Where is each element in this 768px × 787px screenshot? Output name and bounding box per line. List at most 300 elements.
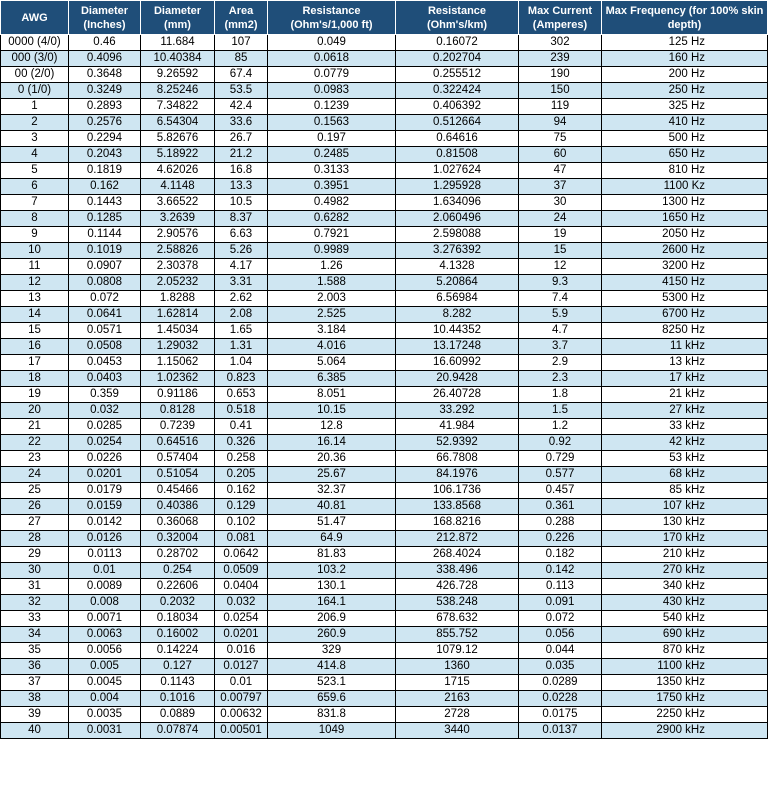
resistance-ft-cell: 51.47 [268,515,396,531]
resistance-ft-cell: 260.9 [268,627,396,643]
diameter-inches-cell: 0.004 [69,691,141,707]
max-frequency-cell: 170 kHz [602,531,768,547]
diameter-inches-cell: 0.0254 [69,435,141,451]
resistance-km-cell: 0.322424 [396,83,519,99]
resistance-km-cell: 1.027624 [396,163,519,179]
max-frequency-cell: 1300 Hz [602,195,768,211]
diameter-mm-cell: 2.90576 [141,227,215,243]
table-row [1,307,768,323]
diameter-inches-cell: 0.0808 [69,275,141,291]
resistance-km-cell: 678.632 [396,611,519,627]
resistance-km-cell: 20.9428 [396,371,519,387]
diameter-mm-cell: 1.02362 [141,371,215,387]
diameter-inches-cell: 0.0508 [69,339,141,355]
area-cell: 8.37 [215,211,268,227]
area-cell: 0.326 [215,435,268,451]
table-row [1,179,768,195]
table-row [1,35,768,51]
table-row [1,675,768,691]
area-cell: 0.0127 [215,659,268,675]
area-cell: 2.08 [215,307,268,323]
area-cell: 0.258 [215,451,268,467]
area-cell: 0.0642 [215,547,268,563]
diameter-inches-cell: 0.0056 [69,643,141,659]
header-resistance-ft: Resistance (Ohm's/1,000 ft) [268,1,396,35]
max-current-cell: 12 [519,259,602,275]
diameter-mm-cell: 0.28702 [141,547,215,563]
resistance-km-cell: 133.8568 [396,499,519,515]
max-current-cell: 37 [519,179,602,195]
diameter-mm-cell: 0.14224 [141,643,215,659]
max-current-cell: 0.577 [519,467,602,483]
max-current-cell: 302 [519,35,602,51]
resistance-km-cell: 1079.12 [396,643,519,659]
diameter-mm-cell: 0.0889 [141,707,215,723]
resistance-km-cell: 8.282 [396,307,519,323]
max-current-cell: 150 [519,83,602,99]
diameter-inches-cell: 0.0126 [69,531,141,547]
max-frequency-cell: 430 kHz [602,595,768,611]
table-row [1,579,768,595]
max-frequency-cell: 810 Hz [602,163,768,179]
resistance-km-cell: 52.9392 [396,435,519,451]
awg-cell: 35 [1,643,69,659]
diameter-mm-cell: 10.40384 [141,51,215,67]
diameter-mm-cell: 0.7239 [141,419,215,435]
max-frequency-cell: 130 kHz [602,515,768,531]
resistance-km-cell: 538.248 [396,595,519,611]
max-current-cell: 0.113 [519,579,602,595]
resistance-km-cell: 26.40728 [396,387,519,403]
diameter-inches-cell: 0.0159 [69,499,141,515]
awg-cell: 000 (3/0) [1,51,69,67]
table-row [1,323,768,339]
table-header-row [1,1,768,35]
table-row [1,563,768,579]
header-awg: AWG [1,1,69,35]
resistance-km-cell: 0.81508 [396,147,519,163]
awg-cell: 14 [1,307,69,323]
awg-cell: 16 [1,339,69,355]
max-current-cell: 0.457 [519,483,602,499]
resistance-km-cell: 168.8216 [396,515,519,531]
awg-cell: 6 [1,179,69,195]
area-cell: 1.04 [215,355,268,371]
diameter-mm-cell: 0.51054 [141,467,215,483]
table-row [1,67,768,83]
resistance-ft-cell: 0.0779 [268,67,396,83]
diameter-mm-cell: 0.22606 [141,579,215,595]
max-current-cell: 0.0137 [519,723,602,739]
table-row [1,707,768,723]
diameter-inches-cell: 0.0071 [69,611,141,627]
area-cell: 26.7 [215,131,268,147]
max-current-cell: 19 [519,227,602,243]
resistance-ft-cell: 329 [268,643,396,659]
max-frequency-cell: 690 kHz [602,627,768,643]
diameter-mm-cell: 5.82676 [141,131,215,147]
area-cell: 53.5 [215,83,268,99]
awg-cell: 37 [1,675,69,691]
resistance-km-cell: 1360 [396,659,519,675]
diameter-mm-cell: 0.127 [141,659,215,675]
max-frequency-cell: 125 Hz [602,35,768,51]
diameter-inches-cell: 0.0089 [69,579,141,595]
max-current-cell: 5.9 [519,307,602,323]
resistance-km-cell: 0.255512 [396,67,519,83]
max-frequency-cell: 870 kHz [602,643,768,659]
resistance-km-cell: 66.7808 [396,451,519,467]
resistance-ft-cell: 659.6 [268,691,396,707]
resistance-ft-cell: 0.2485 [268,147,396,163]
max-current-cell: 1.5 [519,403,602,419]
table-row [1,227,768,243]
diameter-inches-cell: 0.46 [69,35,141,51]
table-row [1,611,768,627]
table-row [1,211,768,227]
diameter-inches-cell: 0.3648 [69,67,141,83]
table-row [1,131,768,147]
max-frequency-cell: 2900 kHz [602,723,768,739]
resistance-km-cell: 0.16072 [396,35,519,51]
table-row [1,163,768,179]
area-cell: 0.0509 [215,563,268,579]
max-current-cell: 30 [519,195,602,211]
diameter-mm-cell: 1.29032 [141,339,215,355]
area-cell: 10.5 [215,195,268,211]
max-current-cell: 3.7 [519,339,602,355]
awg-cell: 3 [1,131,69,147]
header-max-current: Max Current (Amperes) [519,1,602,35]
max-current-cell: 1.8 [519,387,602,403]
max-frequency-cell: 17 kHz [602,371,768,387]
table-row [1,499,768,515]
diameter-inches-cell: 0.2576 [69,115,141,131]
resistance-km-cell: 3.276392 [396,243,519,259]
area-cell: 1.31 [215,339,268,355]
resistance-km-cell: 41.984 [396,419,519,435]
area-cell: 0.102 [215,515,268,531]
resistance-km-cell: 84.1976 [396,467,519,483]
table-row [1,547,768,563]
resistance-ft-cell: 0.197 [268,131,396,147]
diameter-mm-cell: 0.18034 [141,611,215,627]
max-current-cell: 0.142 [519,563,602,579]
diameter-inches-cell: 0.1819 [69,163,141,179]
resistance-ft-cell: 10.15 [268,403,396,419]
area-cell: 42.4 [215,99,268,115]
max-current-cell: 47 [519,163,602,179]
area-cell: 0.00797 [215,691,268,707]
table-row [1,451,768,467]
awg-cell: 7 [1,195,69,211]
area-cell: 0.41 [215,419,268,435]
resistance-km-cell: 338.496 [396,563,519,579]
table-row [1,387,768,403]
diameter-inches-cell: 0.0641 [69,307,141,323]
diameter-inches-cell: 0.2043 [69,147,141,163]
max-frequency-cell: 200 Hz [602,67,768,83]
max-current-cell: 94 [519,115,602,131]
area-cell: 21.2 [215,147,268,163]
table-body [1,35,768,739]
table-row [1,643,768,659]
max-frequency-cell: 270 kHz [602,563,768,579]
table-row [1,115,768,131]
max-current-cell: 15 [519,243,602,259]
max-current-cell: 9.3 [519,275,602,291]
diameter-inches-cell: 0.0571 [69,323,141,339]
max-current-cell: 0.729 [519,451,602,467]
diameter-mm-cell: 6.54304 [141,115,215,131]
max-frequency-cell: 210 kHz [602,547,768,563]
awg-cell: 39 [1,707,69,723]
table-row [1,483,768,499]
resistance-km-cell: 1.295928 [396,179,519,195]
table-row [1,291,768,307]
diameter-mm-cell: 1.62814 [141,307,215,323]
max-frequency-cell: 1100 Kz [602,179,768,195]
area-cell: 0.823 [215,371,268,387]
diameter-inches-cell: 0.1144 [69,227,141,243]
diameter-inches-cell: 0.0179 [69,483,141,499]
resistance-ft-cell: 831.8 [268,707,396,723]
max-current-cell: 0.0289 [519,675,602,691]
max-current-cell: 1.2 [519,419,602,435]
table-row [1,627,768,643]
area-cell: 2.62 [215,291,268,307]
awg-cell: 17 [1,355,69,371]
resistance-km-cell: 6.56984 [396,291,519,307]
diameter-inches-cell: 0.0403 [69,371,141,387]
header-diameter-mm: Diameter (mm) [141,1,215,35]
awg-cell: 31 [1,579,69,595]
awg-cell: 18 [1,371,69,387]
awg-cell: 00 (2/0) [1,67,69,83]
max-frequency-cell: 42 kHz [602,435,768,451]
max-current-cell: 0.035 [519,659,602,675]
diameter-mm-cell: 0.16002 [141,627,215,643]
diameter-inches-cell: 0.2893 [69,99,141,115]
table-row [1,243,768,259]
resistance-km-cell: 0.512664 [396,115,519,131]
header-area: Area (mm2) [215,1,268,35]
table-row [1,195,768,211]
diameter-inches-cell: 0.2294 [69,131,141,147]
max-current-cell: 0.056 [519,627,602,643]
max-current-cell: 0.044 [519,643,602,659]
max-frequency-cell: 85 kHz [602,483,768,499]
resistance-ft-cell: 0.3951 [268,179,396,195]
awg-cell: 23 [1,451,69,467]
max-current-cell: 2.3 [519,371,602,387]
awg-cell: 29 [1,547,69,563]
diameter-mm-cell: 0.254 [141,563,215,579]
diameter-mm-cell: 0.2032 [141,595,215,611]
table-row [1,275,768,291]
awg-cell: 9 [1,227,69,243]
resistance-ft-cell: 4.016 [268,339,396,355]
diameter-inches-cell: 0.072 [69,291,141,307]
resistance-km-cell: 106.1736 [396,483,519,499]
diameter-mm-cell: 0.07874 [141,723,215,739]
resistance-km-cell: 33.292 [396,403,519,419]
resistance-ft-cell: 81.83 [268,547,396,563]
resistance-ft-cell: 25.67 [268,467,396,483]
resistance-km-cell: 10.44352 [396,323,519,339]
awg-cell: 22 [1,435,69,451]
diameter-inches-cell: 0.005 [69,659,141,675]
awg-cell: 33 [1,611,69,627]
resistance-ft-cell: 64.9 [268,531,396,547]
diameter-mm-cell: 0.36068 [141,515,215,531]
diameter-mm-cell: 0.1143 [141,675,215,691]
resistance-km-cell: 0.64616 [396,131,519,147]
table-row [1,403,768,419]
max-frequency-cell: 1650 Hz [602,211,768,227]
resistance-km-cell: 2.060496 [396,211,519,227]
area-cell: 3.31 [215,275,268,291]
resistance-ft-cell: 164.1 [268,595,396,611]
resistance-km-cell: 0.406392 [396,99,519,115]
diameter-inches-cell: 0.0201 [69,467,141,483]
max-frequency-cell: 500 Hz [602,131,768,147]
awg-cell: 40 [1,723,69,739]
max-frequency-cell: 1350 kHz [602,675,768,691]
resistance-ft-cell: 0.4982 [268,195,396,211]
resistance-ft-cell: 0.1563 [268,115,396,131]
max-frequency-cell: 27 kHz [602,403,768,419]
resistance-km-cell: 2.598088 [396,227,519,243]
resistance-ft-cell: 20.36 [268,451,396,467]
max-current-cell: 0.091 [519,595,602,611]
max-current-cell: 7.4 [519,291,602,307]
max-frequency-cell: 325 Hz [602,99,768,115]
max-frequency-cell: 33 kHz [602,419,768,435]
diameter-mm-cell: 0.91186 [141,387,215,403]
resistance-ft-cell: 0.9989 [268,243,396,259]
resistance-ft-cell: 0.7921 [268,227,396,243]
diameter-mm-cell: 9.26592 [141,67,215,83]
max-frequency-cell: 3200 Hz [602,259,768,275]
diameter-inches-cell: 0.4096 [69,51,141,67]
resistance-km-cell: 1715 [396,675,519,691]
awg-cell: 36 [1,659,69,675]
max-current-cell: 0.072 [519,611,602,627]
awg-cell: 25 [1,483,69,499]
awg-cell: 13 [1,291,69,307]
max-current-cell: 0.0175 [519,707,602,723]
diameter-inches-cell: 0.0285 [69,419,141,435]
max-frequency-cell: 11 kHz [602,339,768,355]
resistance-ft-cell: 0.0618 [268,51,396,67]
max-frequency-cell: 68 kHz [602,467,768,483]
diameter-inches-cell: 0.1285 [69,211,141,227]
table-row [1,691,768,707]
awg-cell: 8 [1,211,69,227]
area-cell: 0.01 [215,675,268,691]
max-current-cell: 190 [519,67,602,83]
diameter-mm-cell: 3.2639 [141,211,215,227]
resistance-ft-cell: 1049 [268,723,396,739]
diameter-inches-cell: 0.0453 [69,355,141,371]
resistance-ft-cell: 2.525 [268,307,396,323]
area-cell: 0.129 [215,499,268,515]
awg-cell: 38 [1,691,69,707]
diameter-inches-cell: 0.0031 [69,723,141,739]
resistance-km-cell: 5.20864 [396,275,519,291]
area-cell: 0.081 [215,531,268,547]
resistance-km-cell: 855.752 [396,627,519,643]
area-cell: 4.17 [215,259,268,275]
max-frequency-cell: 160 Hz [602,51,768,67]
table-row [1,339,768,355]
resistance-km-cell: 4.1328 [396,259,519,275]
resistance-ft-cell: 16.14 [268,435,396,451]
diameter-mm-cell: 2.58826 [141,243,215,259]
awg-cell: 20 [1,403,69,419]
area-cell: 0.205 [215,467,268,483]
resistance-km-cell: 0.202704 [396,51,519,67]
header-diameter-inches: Diameter (Inches) [69,1,141,35]
resistance-km-cell: 212.872 [396,531,519,547]
max-frequency-cell: 21 kHz [602,387,768,403]
awg-cell: 15 [1,323,69,339]
resistance-km-cell: 2728 [396,707,519,723]
header-max-frequency: Max Frequency (for 100% skin depth) [602,1,768,35]
table-row [1,371,768,387]
resistance-ft-cell: 1.588 [268,275,396,291]
diameter-mm-cell: 2.05232 [141,275,215,291]
area-cell: 13.3 [215,179,268,195]
header-resistance-km: Resistance (Ohm's/km) [396,1,519,35]
area-cell: 0.00632 [215,707,268,723]
awg-cell: 5 [1,163,69,179]
diameter-mm-cell: 4.62026 [141,163,215,179]
table-row [1,419,768,435]
resistance-km-cell: 426.728 [396,579,519,595]
diameter-mm-cell: 0.45466 [141,483,215,499]
max-current-cell: 0.182 [519,547,602,563]
max-frequency-cell: 410 Hz [602,115,768,131]
table-row [1,515,768,531]
resistance-km-cell: 1.634096 [396,195,519,211]
area-cell: 0.518 [215,403,268,419]
resistance-ft-cell: 0.1239 [268,99,396,115]
max-frequency-cell: 13 kHz [602,355,768,371]
awg-cell: 11 [1,259,69,275]
resistance-ft-cell: 32.37 [268,483,396,499]
max-current-cell: 2.9 [519,355,602,371]
max-frequency-cell: 6700 Hz [602,307,768,323]
max-frequency-cell: 2250 kHz [602,707,768,723]
area-cell: 0.00501 [215,723,268,739]
diameter-mm-cell: 0.64516 [141,435,215,451]
diameter-mm-cell: 1.8288 [141,291,215,307]
diameter-inches-cell: 0.0142 [69,515,141,531]
max-frequency-cell: 5300 Hz [602,291,768,307]
max-current-cell: 239 [519,51,602,67]
table-row [1,99,768,115]
diameter-mm-cell: 7.34822 [141,99,215,115]
awg-cell: 2 [1,115,69,131]
max-current-cell: 0.0228 [519,691,602,707]
diameter-inches-cell: 0.0045 [69,675,141,691]
max-frequency-cell: 340 kHz [602,579,768,595]
diameter-mm-cell: 0.32004 [141,531,215,547]
resistance-ft-cell: 2.003 [268,291,396,307]
awg-cell: 26 [1,499,69,515]
